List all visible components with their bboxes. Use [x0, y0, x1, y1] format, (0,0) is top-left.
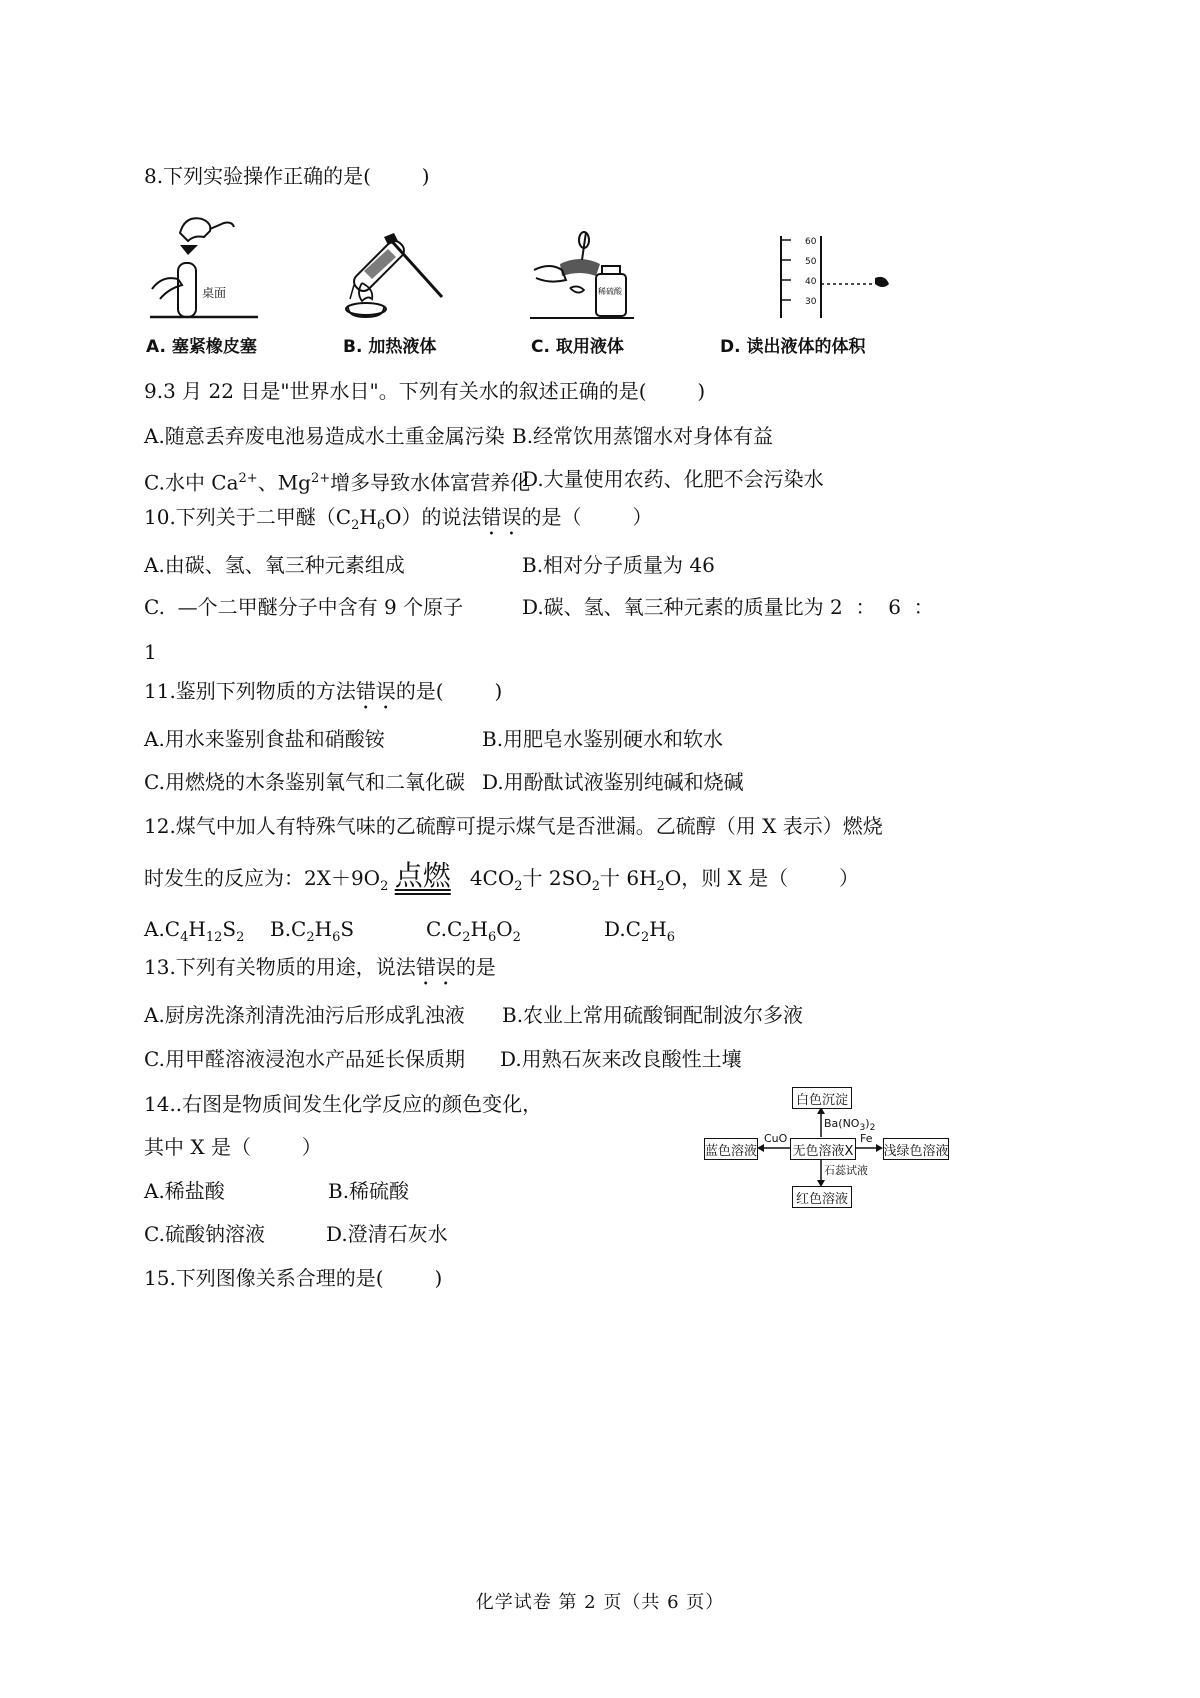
box-colorless-solution-x: 无色溶液X: [790, 1138, 856, 1160]
q10-option-d: D.碳、氢、氧三种元素的质量比为 2 ： 6 ：: [522, 595, 934, 619]
q15-stem: 15.下列图像关系合理的是( ): [144, 1266, 443, 1290]
q10-option-a: A.由碳、氢、氧三种元素组成: [144, 553, 405, 577]
figure-a-label: 桌面: [202, 286, 227, 300]
q13-option-a: A.厨房洗涤剂清洗油污后形成乳浊液: [144, 1003, 465, 1027]
q11-option-c: C.用燃烧的木条鉴别氧气和二氧化碳: [144, 770, 465, 794]
caption-d: D. 读出液体的体积: [720, 337, 866, 357]
caption-a: A. 塞紧橡皮塞: [146, 337, 257, 357]
figure-c-label: 稀硫酸: [598, 287, 622, 296]
tick-60: 60: [805, 237, 817, 247]
reagent-fe: Fe: [860, 1132, 873, 1145]
caption-c: C. 取用液体: [531, 337, 624, 357]
q14-option-b: B.稀硫酸: [328, 1179, 410, 1203]
q9-option-a: A.随意丢弃废电池易造成水土重金属污染: [144, 424, 505, 448]
reagent-litmus: 石蕊试液: [824, 1164, 868, 1177]
box-blue-solution: 蓝色溶液: [704, 1138, 758, 1160]
box-red-solution: 红色溶液: [792, 1186, 852, 1208]
figure-b-heat-liquid: [340, 225, 450, 320]
q8-stem: 8.下列实验操作正确的是( ): [144, 164, 430, 188]
q12-option-a: $A.C_4H_{12}S_2$: [144, 917, 245, 945]
reagent-cuo: CuO: [764, 1132, 788, 1145]
q14-option-d: D.澄清石灰水: [326, 1222, 448, 1246]
q12-option-d: $D.C_2H_6$: [604, 917, 675, 945]
q11-option-d: D.用酚酞试液鉴别纯碱和烧碱: [482, 770, 744, 794]
q10-stem: 10.下列关于二甲醚$(C_2H_6O)$的说法错误的是（ ）: [144, 505, 653, 533]
q9-option-c: C.水中 $Ca^{2+}$、$Mg^{2+}$增多导致水体富营养化: [144, 470, 531, 495]
q12-line1: 12.煤气中加人有特殊气味的乙硫醇可提示煤气是否泄漏。乙硫醇（用 X 表示）燃烧: [144, 814, 883, 838]
tick-30: 30: [805, 297, 817, 307]
q13-option-d: D.用熟石灰来改良酸性土壤: [500, 1047, 742, 1071]
q13-option-c: C.用甲醛溶液浸泡水产品延长保质期: [144, 1047, 465, 1071]
q9-option-b: B.经常饮用蒸馏水对身体有益: [512, 424, 774, 448]
figure-a-insert-stopper: [150, 205, 260, 320]
page-footer: 化学试卷 第 2 页（共 6 页）: [475, 1592, 725, 1613]
figure-d-read-volume: [775, 232, 895, 320]
q10-option-b: B.相对分子质量为 46: [522, 553, 715, 577]
q14-option-a: A.稀盐酸: [144, 1179, 225, 1203]
q13-option-b: B.农业上常用硫酸铜配制波尔多液: [502, 1003, 804, 1027]
box-white-precipitate: 白色沉淀: [792, 1087, 852, 1109]
q13-stem: 13.下列有关物质的用途，说法错误的是: [144, 955, 496, 979]
q14-option-c: C.硫酸钠溶液: [144, 1222, 265, 1246]
reagent-barium-nitrate: $Ba(NO_3)_2$: [824, 1117, 876, 1134]
q11-stem: 11.鉴别下列物质的方法错误的是( ): [144, 679, 503, 703]
q9-option-d: D.大量使用农药、化肥不会污染水: [522, 467, 824, 491]
q12-line2: 时发生的反应为：$2X+9O_2$ 点燃 $4CO_2$十 $2SO_2$十 $6H_2O$，则 X 是（ ）: [144, 859, 860, 894]
q10-option-d-cont: 1: [144, 640, 157, 664]
q14-line1: 14..右图是物质间发生化学反应的颜色变化，: [144, 1092, 543, 1116]
reaction-diagram: [700, 1082, 950, 1212]
q11-option-a: A.用水来鉴别食盐和硝酸铵: [144, 727, 385, 751]
q12-option-b: $B.C_2H_6S$: [270, 917, 355, 945]
tick-40: 40: [805, 277, 817, 287]
figure-c-take-liquid: [530, 230, 635, 320]
q9-stem: 9.3 月 22 日是"世界水日"。下列有关水的叙述正确的是( ): [144, 379, 706, 403]
box-light-green-solution: 浅绿色溶液: [883, 1138, 949, 1160]
q14-line2: 其中 X 是（ ）: [144, 1135, 322, 1159]
tick-50: 50: [805, 257, 817, 267]
eye-icon: [875, 277, 889, 287]
caption-b: B. 加热液体: [343, 337, 437, 357]
q11-option-b: B.用肥皂水鉴别硬水和软水: [482, 727, 724, 751]
reaction-condition: 点燃: [394, 859, 451, 892]
q10-option-c: C. —个二甲醚分子中含有 9 个原子: [144, 595, 464, 619]
q12-option-c: $C.C_2H_6O_2$: [426, 917, 521, 945]
